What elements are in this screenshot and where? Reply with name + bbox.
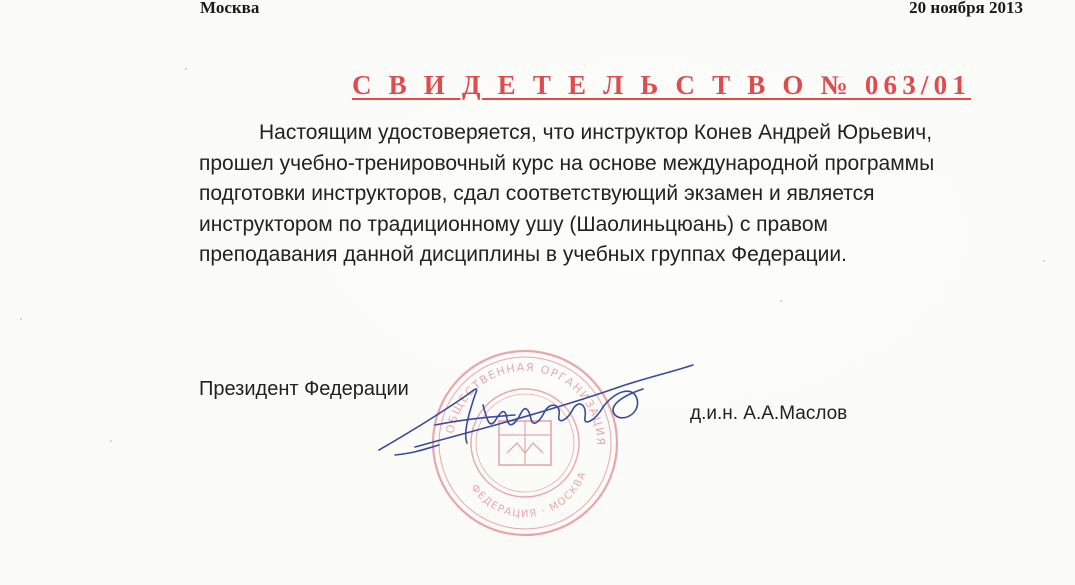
handwritten-signature-icon (375, 355, 695, 475)
scan-speck (110, 440, 112, 442)
document-date: 20 ноября 2013 (909, 0, 1023, 17)
body-line: подготовки инструкторов, сдал соответствующий экзамен и является (199, 182, 875, 205)
scan-speck (20, 318, 22, 320)
certificate-title: С В И Д Е Т Е Л Ь С Т В О № 063/01 (352, 70, 972, 100)
scan-speck (780, 300, 782, 302)
body-line: Настоящим удостоверяется, что инструктор Конев Андрей Юрьевич, (259, 121, 933, 144)
scan-speck (185, 68, 187, 70)
signatory-position: Президент Федерации (199, 378, 409, 400)
body-line: инструктором по традиционному ушу (Шаолиньцюань) с правом (199, 212, 828, 236)
signatory-name: д.и.н. А.А.Маслов (690, 403, 848, 424)
certificate-body (199, 118, 1019, 271)
body-line: преподавания данной дисциплины в учебных группах Федерации. (199, 243, 847, 266)
svg-text:ФЕДЕРАЦИЯ · МОСКВА: ФЕДЕРАЦИЯ · МОСКВА (468, 469, 589, 521)
city-label: Москва (200, 0, 260, 17)
body-line: прошел учебно-тренировочный курс на основе международной программы (199, 151, 935, 175)
svg-text:ОБЩЕСТВЕННАЯ ОРГАНИЗАЦИЯ: ОБЩЕСТВЕННАЯ ОРГАНИЗАЦИЯ (443, 360, 608, 447)
scan-speck (1043, 260, 1045, 262)
